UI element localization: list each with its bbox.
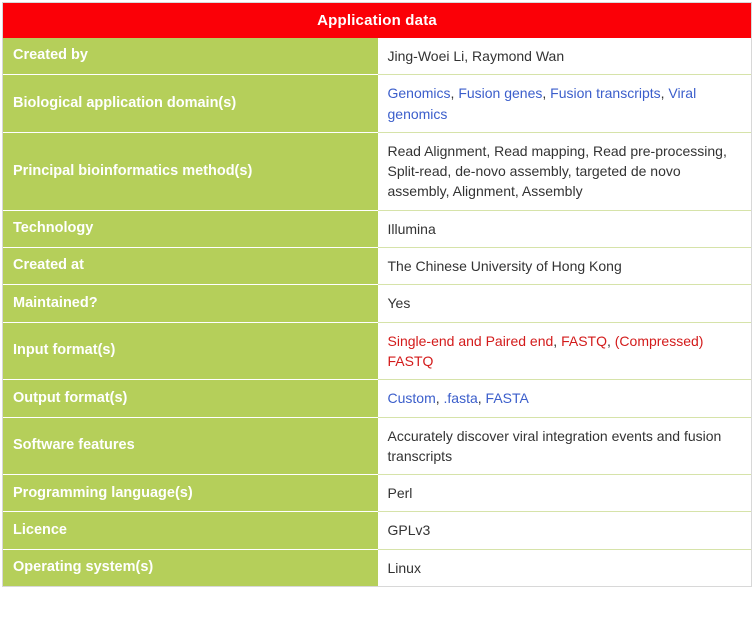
row-value	[377, 248, 751, 285]
application-data-table	[3, 3, 751, 586]
row-label: Input format(s)	[3, 322, 377, 380]
value-text: Accurately discover viral integration events and fusion transcripts	[387, 427, 722, 464]
row-value	[377, 475, 751, 512]
row-value	[377, 210, 751, 247]
value-text: Jing-Woei Li, Raymond Wan	[387, 48, 565, 64]
value-text: Linux	[387, 559, 421, 576]
value-link[interactable]: Single-end and Paired end	[387, 332, 554, 349]
value-text: Read pre-processing	[592, 142, 723, 159]
table-row	[3, 549, 751, 586]
value-link[interactable]: FASTQ	[561, 332, 607, 349]
table-row	[3, 322, 751, 380]
value-link[interactable]: Viral genomics	[387, 85, 697, 122]
value-separator: ,	[477, 390, 486, 407]
row-label: Principal bioinformatics method(s)	[3, 132, 377, 210]
table-row	[3, 475, 751, 512]
value-separator: ,	[585, 142, 593, 159]
row-label: Operating system(s)	[3, 549, 377, 586]
value-text: targeted de novo assembly	[387, 163, 681, 200]
value-link[interactable]: Fusion genes	[458, 85, 543, 102]
table-header-row	[3, 3, 751, 38]
value-link[interactable]: (Compressed) FASTQ	[387, 332, 704, 369]
value-separator: ,	[567, 163, 576, 180]
row-label: Programming language(s)	[3, 475, 377, 512]
value-link[interactable]: Custom	[387, 390, 436, 407]
row-value	[377, 132, 751, 210]
value-link[interactable]: Fusion transcripts	[550, 85, 661, 102]
value-separator: ,	[447, 163, 456, 180]
row-label: Technology	[3, 210, 377, 247]
value-text: Assembly	[521, 183, 583, 200]
row-value	[377, 38, 751, 75]
row-value	[377, 75, 751, 133]
value-link[interactable]: .fasta	[443, 390, 478, 407]
row-label: Software features	[3, 417, 377, 475]
row-value	[377, 285, 751, 322]
row-label: Created at	[3, 248, 377, 285]
row-value	[377, 549, 751, 586]
row-value	[377, 380, 751, 417]
row-value	[377, 512, 751, 549]
value-text: Alignment	[452, 183, 515, 200]
value-text: de-novo assembly	[455, 163, 568, 180]
value-separator: ,	[445, 183, 453, 200]
value-separator: ,	[553, 332, 562, 349]
table-row	[3, 417, 751, 475]
value-separator: ,	[606, 332, 615, 349]
table-row	[3, 380, 751, 417]
value-separator: ,	[514, 183, 522, 200]
value-text: Illumina	[387, 220, 436, 237]
row-value	[377, 417, 751, 475]
row-label: Output format(s)	[3, 380, 377, 417]
value-separator: ,	[450, 85, 459, 102]
row-label: Created by	[3, 38, 377, 75]
value-text: GPLv3	[387, 522, 431, 539]
value-text: The Chinese University of Hong Kong	[387, 258, 622, 275]
table-row	[3, 75, 751, 133]
value-separator: ,	[542, 85, 551, 102]
value-link[interactable]: FASTA	[485, 390, 529, 407]
value-text: Read Alignment	[387, 142, 487, 159]
table-row	[3, 248, 751, 285]
row-label: Maintained?	[3, 285, 377, 322]
table-row	[3, 38, 751, 75]
value-text: Split-read	[387, 163, 448, 180]
row-value	[377, 322, 751, 380]
page-title: Application data	[3, 3, 751, 38]
table-row	[3, 210, 751, 247]
value-separator: ,	[435, 390, 444, 407]
application-data-table-wrapper	[2, 2, 752, 587]
value-link[interactable]: Genomics	[387, 85, 451, 102]
value-text: Read mapping	[494, 142, 586, 159]
table-row	[3, 285, 751, 322]
value-text: Perl	[387, 485, 413, 502]
row-label: Licence	[3, 512, 377, 549]
value-separator: ,	[660, 85, 669, 102]
value-separator: ,	[722, 142, 727, 159]
value-separator: ,	[486, 142, 495, 159]
value-text: Yes	[387, 295, 411, 312]
row-label: Biological application domain(s)	[3, 75, 377, 133]
table-row	[3, 512, 751, 549]
table-row	[3, 132, 751, 210]
table-body	[3, 3, 751, 586]
